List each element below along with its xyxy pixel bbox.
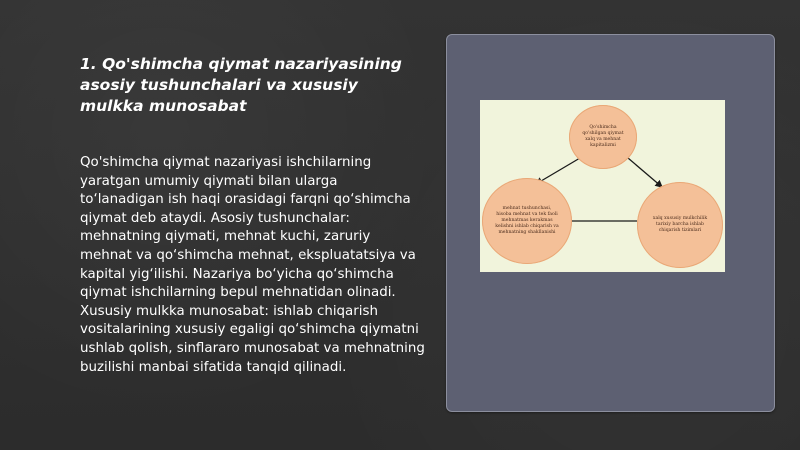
- diagram-node-top-label: Qo'shimcha qo'shilgan qiymat xalq va mehnat kapitalizmi: [582, 125, 624, 148]
- arrow-top-to-right: [628, 158, 662, 187]
- diagram-node-left: [482, 178, 572, 264]
- diagram-node-right: [637, 182, 723, 268]
- cycle-diagram: [480, 100, 725, 272]
- diagram-node-top: [569, 105, 637, 169]
- slide-body-text: Qo'shimcha qiymat nazariyasi ishchilarning yaratgan umumiy qiymati bilan ularga to‘lanadigan ish haqi orasidagi farqni qo‘shimcha qiymat deb ataydi. Asosiy tushunchalar: mehnatning qiymati, mehnat kuchi, zaruriy mehnat va qo‘shimcha mehnat, ekspluatatsiya va kapital yig‘ilishi. Nazariya bo‘yicha qo‘shimcha qiymat ishchilarning bepul mehnatidan olinadi. Xususiy mulkka munosabat: ishlab chiqarish vositalarining xususiy egaligi qo‘shimcha qiymatni ushlab qolish, sinflararo munosabat va mehnatning buzilishi manbai sifatida tanqid qilinadi.: [80, 155, 425, 375]
- diagram-node-left-label: mehnat tushunchasi, hisoba mehnat va tek faoli mehnatmas kerakmas kelishni ishlab chiqarish va mehnatning shakllanishi: [495, 206, 559, 235]
- slide-title: 1. Qo'shimcha qiymat nazariyasining asosiy tushunchalari va xususiy mulkka munosabat: [80, 55, 402, 115]
- diagram-node-right-label: xalq xususiy mulkchilik tarixiy barcha ishlab chiqarish tizimlari: [652, 216, 708, 233]
